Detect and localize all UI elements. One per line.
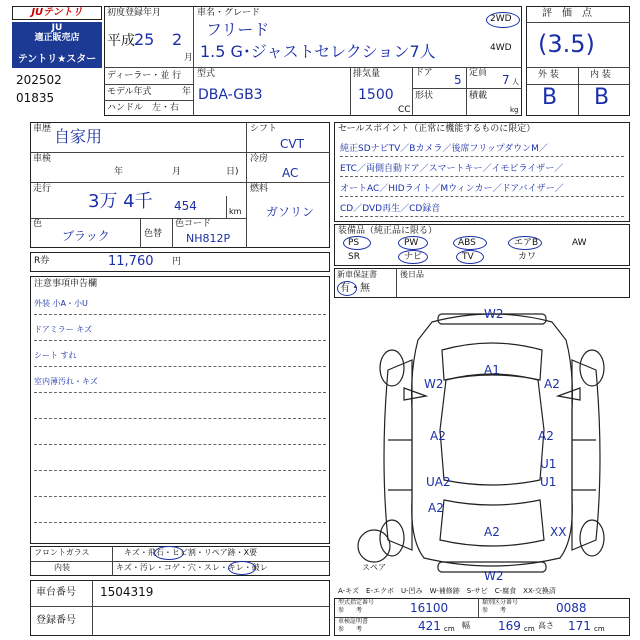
height-unit: cm	[594, 625, 605, 633]
inspection-year-unit: 年	[114, 167, 124, 177]
recycle-unit: 円	[172, 257, 182, 267]
shape-label: 形状	[415, 91, 434, 101]
height-label: 高さ	[538, 621, 554, 630]
warranty-value: 有・無	[340, 283, 370, 294]
mark-rear: A2	[484, 525, 500, 539]
mileage-value: 3万 4千	[88, 191, 153, 212]
doors: 5	[454, 73, 462, 87]
model-code: 16100	[410, 601, 449, 615]
equip-aw: AW	[572, 238, 587, 248]
capacity: 7	[502, 73, 510, 87]
inspection-label: 車検	[33, 154, 52, 164]
aircon-value: AC	[282, 166, 299, 180]
recycle-label: R券	[34, 256, 50, 266]
color-label: 色	[33, 219, 43, 229]
warranty-label: 新車保証書	[337, 270, 377, 279]
mark-left-quarter: A2	[428, 501, 444, 515]
interior-label: 内 装	[590, 70, 611, 80]
car-damage-diagram	[334, 300, 630, 584]
chassis-label: 車台番号	[36, 587, 76, 598]
notes-box	[30, 276, 330, 544]
drive-2wd: 2WD	[490, 14, 512, 24]
exterior-grade: B	[542, 85, 558, 110]
mileage-unit: km	[229, 207, 242, 216]
notes-label: 注意事項申告欄	[34, 279, 98, 289]
legend: A-キズ E-エクボ U-凹み W-補修跡 S-サビ C-腐食 XX-交換済	[338, 587, 556, 595]
mark-front-bumper: W2	[484, 307, 504, 321]
interior-cond-label: 内装	[54, 563, 70, 572]
capacity-label: 定員	[469, 68, 488, 78]
model-year-label: モデル年式	[107, 87, 152, 97]
reg-month-unit: 月	[184, 53, 194, 63]
logo-line1: JU	[51, 23, 63, 33]
model-code-sub: 参 考	[338, 607, 363, 614]
model-year-unit: 年	[182, 87, 192, 97]
vehicle-name-label: 車名・グレード	[197, 8, 261, 18]
reg-era: 平成	[107, 33, 135, 49]
sales-point-line-2: ETC／両側自動ドア／スマートキー／イモビライザー／	[340, 164, 564, 174]
logo-star: テントリ★スター	[12, 52, 102, 68]
dealer-label: ディーラー・並 行	[107, 71, 182, 81]
sales-point-line-1: 純正SDナビTV／Bカメラ／後席フリップダウンM／	[340, 144, 548, 154]
length: 421	[418, 619, 441, 633]
note-line-2: ドアミラー キズ	[34, 325, 93, 334]
mark-right-rear-door: U1	[540, 475, 557, 489]
reg-year: 25	[134, 30, 155, 49]
equip-navi: ナビ	[404, 252, 423, 262]
note-line-4: 室内薄汚れ・キズ	[34, 377, 98, 386]
later-items-label: 後日品	[400, 270, 424, 279]
dealer-logo	[12, 6, 102, 68]
equip-leather: カワ	[518, 252, 537, 262]
lot-number-1: 202502	[16, 73, 62, 87]
equip-pw: PW	[404, 238, 419, 248]
handle-label: ハンドル 左・右	[107, 103, 180, 113]
color-code: NH812P	[186, 232, 231, 245]
vehicle-type: DBA-GB3	[198, 87, 263, 103]
capacity-unit: 人	[512, 78, 519, 86]
rating-score: (3.5)	[538, 30, 595, 58]
aircon-label: 冷房	[250, 154, 269, 164]
rating-label: 評 価 点	[542, 8, 592, 19]
mark-rear-bumper: W2	[484, 569, 504, 583]
mark-left-door: A2	[430, 429, 446, 443]
equip-sr: SR	[348, 252, 360, 262]
sales-point-line-4: CD／DVD再生／CD録音	[340, 204, 441, 214]
exterior-label: 外 装	[538, 70, 559, 80]
equip-abs: ABS	[458, 238, 476, 248]
reg-month: 2	[172, 30, 183, 49]
equipment-label: 装備品（純正品に限る）	[338, 226, 438, 236]
reg-number-label: 登録番号	[36, 615, 76, 626]
class-code: 0088	[556, 601, 587, 615]
mileage-sub: 454	[174, 199, 197, 213]
vehicle-grade: 1.5 G･ジャストセレクション7人	[200, 42, 436, 61]
vehicle-name: フリード	[206, 20, 270, 39]
front-glass-value: キズ・飛石・ヒビ割・リペア跡・X要	[124, 548, 258, 557]
color-change-label: 色替	[144, 229, 163, 239]
warranty-box	[334, 268, 630, 298]
dim-sub: 参 考	[338, 626, 363, 633]
drive-4wd: 4WD	[490, 43, 512, 53]
mark-left-rear-door: UA2	[426, 475, 451, 489]
displacement-unit: CC	[398, 105, 411, 115]
mark-right-lower: U1	[540, 457, 557, 471]
width-label: 幅	[462, 621, 470, 630]
model-code-label: 型式指定番号	[338, 599, 375, 606]
dim-label: 車検証明書	[338, 618, 369, 625]
logo-line2: 適正販売店	[34, 33, 80, 43]
lot-number-2: 01835	[16, 91, 55, 105]
mark-right-quarter: XX	[550, 525, 567, 539]
width: 169	[498, 619, 521, 633]
interior-grade: B	[594, 85, 610, 110]
mark-right-front: A2	[544, 377, 560, 391]
chassis-number: 1504319	[100, 585, 154, 599]
load-unit: kg	[510, 106, 519, 114]
class-code-label: 類別区分番号	[482, 599, 519, 606]
displacement-label: 排気量	[353, 69, 381, 79]
front-glass-label: フロントガラス	[34, 548, 90, 557]
load-label: 積載	[469, 91, 488, 101]
note-line-1: 外装 小A・小U	[34, 299, 88, 308]
equip-tv: TV	[462, 252, 474, 262]
spare-label: スペア	[362, 563, 386, 572]
usage-label: 車歴	[33, 124, 52, 134]
width-unit: cm	[524, 625, 535, 633]
inspection-month-unit: 月	[172, 167, 182, 177]
usage-value: 自家用	[54, 127, 103, 146]
logo-brand: JUテントリ	[12, 6, 102, 20]
fuel-label: 燃料	[250, 184, 269, 194]
fuel-value: ガソリン	[266, 205, 315, 219]
equip-airbag: エアB	[514, 238, 539, 248]
mileage-label: 走行	[33, 184, 52, 194]
first-reg-label: 初度登録年月	[107, 8, 162, 18]
equip-ps: PS	[348, 238, 360, 248]
color-code-label: 色コード	[175, 219, 212, 229]
sales-point-line-3: オートAC／HIDライト／Mウィンカー／ドアバイザー／	[340, 184, 564, 194]
mark-left-front: W2	[424, 377, 444, 391]
color-value: ブラック	[62, 229, 110, 243]
inspection-day-unit: 日)	[226, 167, 239, 177]
class-code-sub: 参 考	[482, 607, 507, 614]
interior-cond-value: キズ・汚レ・コゲ・穴・スレ・キレ・破レ	[116, 563, 268, 572]
sales-point-label: セールスポイント（正常に機能するものに限定）	[338, 124, 536, 134]
mark-right-door: A2	[538, 429, 554, 443]
doors-label: ドア	[415, 68, 433, 78]
logo-center	[12, 22, 102, 52]
shift-label: シフト	[250, 124, 278, 134]
displacement: 1500	[358, 87, 394, 103]
length-unit: cm	[444, 625, 455, 633]
note-line-3: シート すれ	[34, 351, 77, 360]
shift-value: CVT	[280, 137, 304, 151]
type-label: 型式	[197, 69, 216, 79]
recycle-value: 11,760	[108, 254, 154, 269]
height: 171	[568, 619, 591, 633]
mark-hood: A1	[484, 363, 500, 377]
